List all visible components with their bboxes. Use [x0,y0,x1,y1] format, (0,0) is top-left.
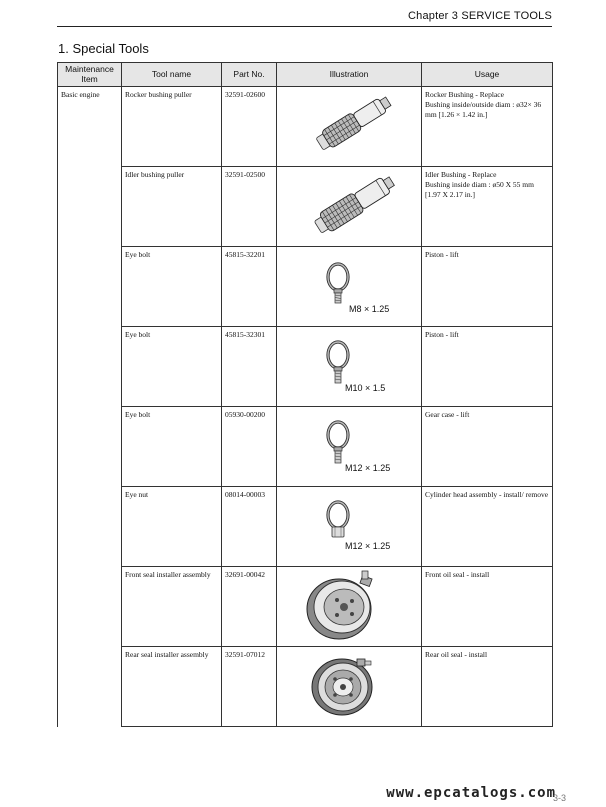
thread-spec-label: M12 × 1.25 [345,541,391,551]
illustration-cell [277,647,422,727]
thread-spec-label: M10 × 1.5 [345,383,386,393]
table-header-row [58,63,553,87]
tool-name-cell: Front seal installer assembly [122,567,222,647]
usage-cell: Gear case - lift [422,407,553,487]
usage-cell: Idler Bushing - Replace Bushing inside diam : ø50 X 55 mm [1.97 X 2.17 in.] [422,167,553,247]
part-no-cell: 32591-02600 [222,87,277,167]
bushing-puller-icon [277,87,422,165]
maintenance-item-cell [58,567,122,647]
table-row [58,167,553,247]
col-header-part-no: Part No. [222,63,277,87]
tool-name-cell: Eye bolt [122,407,222,487]
maintenance-item-cell [58,247,122,327]
table-row [58,247,553,327]
illustration-cell [277,327,422,407]
table-row [58,87,553,167]
maintenance-item-cell: Basic engine [58,87,122,167]
tool-name-cell: Eye bolt [122,327,222,407]
maintenance-item-cell [58,327,122,407]
header-rule [57,26,552,27]
table-row [58,327,553,407]
part-no-cell: 05930-00200 [222,407,277,487]
table-row [58,647,553,727]
table-row [58,567,553,647]
illustration-cell [277,247,422,327]
part-no-cell: 45815-32201 [222,247,277,327]
col-header-tool-name: Tool name [122,63,222,87]
illustration-cell [277,487,422,567]
eye-bolt-icon [277,407,422,485]
part-no-cell: 32691-00042 [222,567,277,647]
maintenance-item-cell [58,647,122,727]
col-header-illustration: Illustration [277,63,422,87]
tool-name-cell: Idler bushing puller [122,167,222,247]
table-row [58,407,553,487]
tool-name-cell: Eye bolt [122,247,222,327]
part-no-cell: 32591-07012 [222,647,277,727]
special-tools-table [57,62,553,727]
footer-watermark: www.epcatalogs.com [386,785,556,801]
eye-bolt-icon [277,327,422,405]
maintenance-item-cell [58,167,122,247]
col-header-usage: Usage [422,63,553,87]
illustration-cell [277,567,422,647]
eye-nut-icon [277,487,422,565]
usage-cell: Piston - lift [422,247,553,327]
usage-cell: Rocker Bushing - Replace Bushing inside/outside diam : ø32× 36 mm [1.26 × 1.42 in.] [422,87,553,167]
tool-name-cell: Rocker bushing puller [122,87,222,167]
tool-name-cell: Rear seal installer assembly [122,647,222,727]
illustration-cell [277,407,422,487]
bushing-puller-icon [277,167,422,245]
maintenance-item-cell [58,487,122,567]
thread-spec-label: M12 × 1.25 [345,463,391,473]
tool-name-cell: Eye nut [122,487,222,567]
usage-cell: Front oil seal - install [422,567,553,647]
page-number: 3-3 [552,793,566,803]
thread-spec-label: M8 × 1.25 [349,304,390,314]
usage-cell: Piston - lift [422,327,553,407]
rear-seal-installer-icon [277,647,422,725]
col-header-maintenance: Maintenance Item [58,63,122,87]
eye-bolt-icon [277,247,422,325]
illustration-cell [277,87,422,167]
front-seal-installer-icon [277,567,422,645]
usage-cell: Rear oil seal - install [422,647,553,727]
illustration-cell [277,167,422,247]
table-row [58,487,553,567]
section-title: 1. Special Tools [58,41,149,56]
usage-cell: Cylinder head assembly - install/ remove [422,487,553,567]
chapter-header: Chapter 3 SERVICE TOOLS [407,10,552,22]
part-no-cell: 08014-00003 [222,487,277,567]
part-no-cell: 32591-02500 [222,167,277,247]
part-no-cell: 45815-32301 [222,327,277,407]
maintenance-item-cell [58,407,122,487]
